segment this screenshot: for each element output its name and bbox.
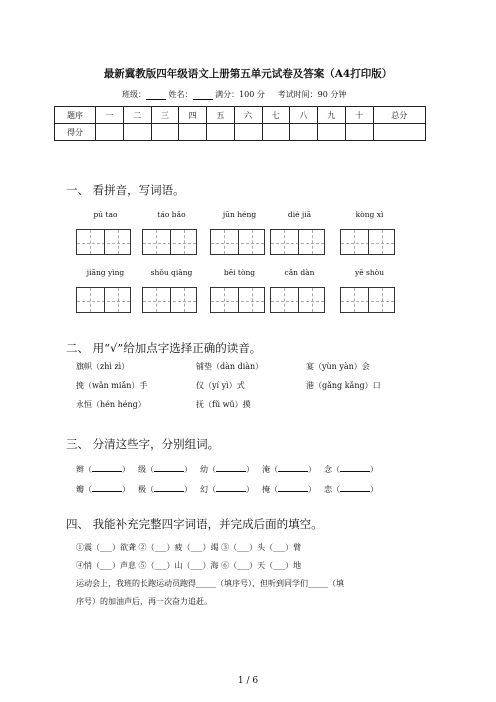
pinyin-prompt: yě shòu [354, 268, 385, 277]
writing-box-pair[interactable] [270, 287, 325, 313]
paren-close: ） [122, 465, 130, 474]
exam-info [122, 89, 346, 100]
char-prompt: 淹（ [262, 465, 278, 474]
section-4-title: 四、 我能补充完整四字词语，并完成后面的填空。 [66, 517, 323, 531]
reading-choice[interactable]: 挽（wǎn miǎn）手 [76, 381, 148, 390]
fill-sentence-1: 运动会上，我班的长跑运动员跑得_____（填序号），但听到同学们_____（填 [76, 579, 344, 588]
pinyin-prompt: shǒu qiāng [150, 268, 193, 277]
reading-choice[interactable]: 永恒（hén héng） [76, 400, 146, 409]
writing-box-pair[interactable] [142, 229, 197, 255]
score-header-cell: 六 [234, 107, 262, 124]
pinyin-prompt: jūn héng [222, 210, 257, 219]
score-cell[interactable] [179, 124, 207, 141]
score-row-label: 得分 [55, 124, 96, 141]
name-label: 姓名： [168, 90, 193, 99]
pinyin-prompt: pú tao [93, 210, 118, 219]
score-header-cell: 总分 [373, 107, 426, 124]
pinyin-prompt: dié jiā [287, 210, 312, 219]
score-header-cell: 二 [123, 107, 151, 124]
writing-box-pair[interactable] [210, 287, 265, 313]
writing-box-pair[interactable] [340, 229, 395, 255]
char-prompt: 幼（ [200, 465, 216, 474]
writing-box-pair[interactable] [210, 229, 265, 255]
pinyin-prompt: jiāng yìng [86, 268, 125, 277]
section-3-title: 三、 分清这些字，分别组词。 [66, 437, 220, 451]
score-cell[interactable] [123, 124, 151, 141]
idiom-line-2: ④悄（___）声息 ⑤（___）山（___）海 ⑥（___）天（___）地 [76, 561, 302, 570]
score-header-cell: 三 [151, 107, 179, 124]
writing-box-pair[interactable] [270, 229, 325, 255]
word-blank[interactable] [216, 483, 246, 492]
section-2-title: 二、 用“√”给加点字选择正确的读音。 [66, 341, 262, 355]
word-blank[interactable] [340, 463, 370, 472]
score-header-cell: 五 [207, 107, 235, 124]
fill-sentence-2: 序号）的加油声后，再一次奋力追赶。 [76, 597, 212, 606]
score-header-cell: 九 [318, 107, 346, 124]
word-group-row [76, 483, 386, 495]
score-header-cell: 七 [262, 107, 290, 124]
word-blank[interactable] [278, 463, 308, 472]
pinyin-prompt: cǎn dàn [284, 268, 315, 277]
paren-close: ） [370, 485, 378, 494]
paren-close: ） [122, 485, 130, 494]
score-header-cell: 题序 [55, 107, 96, 124]
score-header-cell: 一 [96, 107, 124, 124]
paren-close: ） [246, 465, 254, 474]
section-1-title: 一、 看拼音，写词语。 [66, 183, 185, 197]
writing-box-pair[interactable] [76, 287, 131, 313]
word-group-row [76, 463, 386, 475]
paren-close: ） [184, 465, 192, 474]
char-prompt: 辫（ [76, 465, 92, 474]
pinyin-prompt: kòng xì [355, 210, 384, 219]
char-prompt: 级（ [138, 465, 154, 474]
score-cell[interactable] [373, 124, 426, 141]
pinyin-prompt: bēi tòng [223, 268, 256, 277]
char-prompt: 恋（ [324, 485, 340, 494]
reading-choice[interactable]: 旗帜（zhì zì） [76, 362, 130, 371]
paren-close: ） [246, 485, 254, 494]
paren-close: ） [370, 465, 378, 474]
score-table [54, 106, 426, 141]
page-number: 1 / 6 [237, 676, 259, 686]
char-prompt: 极（ [138, 485, 154, 494]
writing-box-pair[interactable] [76, 229, 131, 255]
score-cell[interactable] [318, 124, 346, 141]
score-header-cell: 十 [345, 107, 373, 124]
word-blank[interactable] [216, 463, 246, 472]
paren-close: ） [308, 465, 316, 474]
idiom-line-1: ①震（___）欲聋 ②（___）疲（___）竭 ③（___）头（___）臂 [76, 543, 302, 552]
score-cell[interactable] [345, 124, 373, 141]
class-label: 班级： [122, 90, 146, 99]
score-cell[interactable] [207, 124, 235, 141]
reading-choice[interactable]: 抚（fǔ wǔ）摸 [196, 400, 251, 409]
time-label: 考试时间：90 分钟 [277, 90, 347, 99]
writing-box-pair[interactable] [142, 287, 197, 313]
char-prompt: 念（ [324, 465, 340, 474]
reading-choice[interactable]: 港（gǎng kǎng）口 [306, 381, 381, 390]
word-blank[interactable] [154, 463, 184, 472]
score-cell[interactable] [290, 124, 318, 141]
char-prompt: 瓣（ [76, 485, 92, 494]
score-cell[interactable] [234, 124, 262, 141]
score-header-cell: 八 [290, 107, 318, 124]
reading-choice[interactable]: 铺垫（dàn diàn） [196, 362, 264, 371]
writing-box-pair[interactable] [340, 287, 395, 313]
reading-choice[interactable]: 仪（yí yì）式 [196, 381, 245, 390]
score-label: 满分：100 分 [215, 90, 265, 99]
page-title: 最新冀教版四年级语文上册第五单元试卷及答案（A4打印版） [103, 68, 393, 80]
char-prompt: 幻（ [200, 485, 216, 494]
class-blank[interactable] [146, 91, 166, 100]
score-cell[interactable] [96, 124, 124, 141]
name-blank[interactable] [193, 91, 213, 100]
word-blank[interactable] [92, 483, 122, 492]
paren-close: ） [308, 485, 316, 494]
char-prompt: 掩（ [262, 485, 278, 494]
word-blank[interactable] [278, 483, 308, 492]
score-cell[interactable] [262, 124, 290, 141]
pinyin-prompt: táo bǎo [157, 210, 186, 219]
score-header-cell: 四 [179, 107, 207, 124]
paren-close: ） [184, 485, 192, 494]
word-blank[interactable] [154, 483, 184, 492]
word-blank[interactable] [340, 483, 370, 492]
word-blank[interactable] [92, 463, 122, 472]
score-cell[interactable] [151, 124, 179, 141]
reading-choice[interactable]: 宴（yùn yàn）会 [306, 362, 370, 371]
